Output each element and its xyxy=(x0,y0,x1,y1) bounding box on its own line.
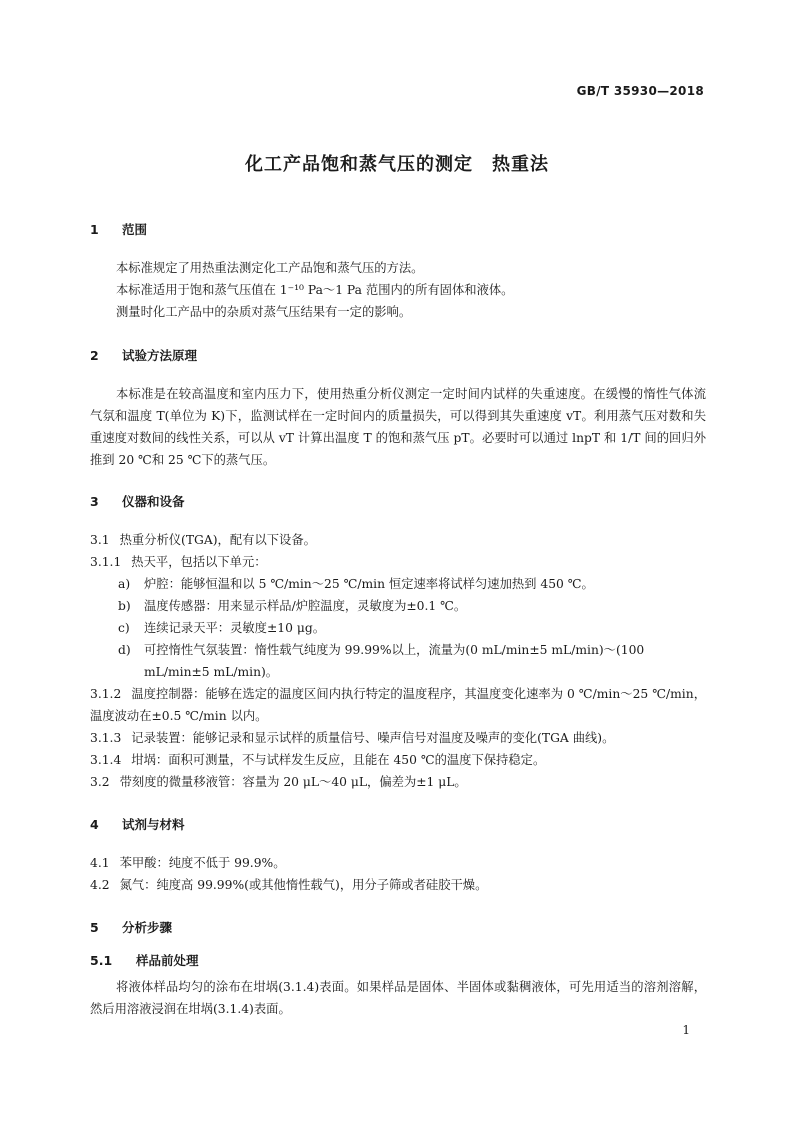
clause-number: 3.1.1 xyxy=(90,555,122,569)
clause-3-1-4 xyxy=(90,749,706,771)
clause-number: 5.1 xyxy=(90,953,113,968)
clause-3-1-1 xyxy=(90,551,706,573)
list-text: 可控惰性气氛装置：惰性载气纯度为 99.99%以上，流量为(0 mL/min±5 mL/min)～(100 mL/min±5 mL/min)。 xyxy=(144,643,645,679)
section-number: 4 xyxy=(90,817,99,832)
section-title: 试剂与材料 xyxy=(122,817,185,832)
list-item-c xyxy=(118,617,706,639)
clause-number: 3.2 xyxy=(90,775,110,789)
clause-4-1 xyxy=(90,852,706,874)
section-number: 3 xyxy=(90,494,99,509)
section-number: 1 xyxy=(90,222,99,237)
clause-number: 3.1.4 xyxy=(90,753,122,767)
section-title: 分析步骤 xyxy=(122,920,173,935)
list-marker: a) xyxy=(118,577,131,591)
document-title: 化工产品饱和蒸气压的测定 热重法 xyxy=(245,154,549,175)
clause-text: 带刻度的微量移液管：容量为 20 μL～40 μL，偏差为±1 μL。 xyxy=(119,775,467,789)
clause-number: 4.1 xyxy=(90,856,110,870)
section-title: 仪器和设备 xyxy=(122,494,185,509)
list-item-b xyxy=(118,595,706,617)
clause-3-1 xyxy=(90,529,706,551)
clause-3-1-2 xyxy=(90,683,706,727)
section-4-heading xyxy=(90,815,710,833)
list-marker: c) xyxy=(118,621,130,635)
standard-code: GB/T 35930—2018 xyxy=(576,84,704,98)
clause-title: 样品前处理 xyxy=(136,953,199,968)
clause-text: 热天平，包括以下单元： xyxy=(131,555,267,569)
section-2-heading xyxy=(90,346,710,364)
list-text: 温度传感器：用来显示样品/炉腔温度，灵敏度为±0.1 ℃。 xyxy=(144,599,467,613)
list-text: 连续记录天平：灵敏度±10 μg。 xyxy=(144,621,325,635)
section-title: 范围 xyxy=(122,222,148,237)
clause-text: 热重分析仪(TGA)，配有以下设备。 xyxy=(119,533,316,547)
list-item-d xyxy=(118,639,706,683)
list-marker: b) xyxy=(118,599,131,613)
section-1-paragraph-2: 本标准适用于饱和蒸气压值在 1⁻¹⁰ Pa～1 Pa 范围内的所有固体和液体。 xyxy=(116,283,514,297)
clause-number: 3.1.2 xyxy=(90,687,122,701)
section-title: 试验方法原理 xyxy=(122,348,198,363)
section-1-paragraph-3: 测量时化工产品中的杂质对蒸气压结果有一定的影响。 xyxy=(116,305,412,319)
clause-text: 坩埚：面积可测量，不与试样发生反应，且能在 450 ℃的温度下保持稳定。 xyxy=(131,753,546,767)
clause-text: 苯甲酸：纯度不低于 99.9%。 xyxy=(119,856,286,870)
page-number: 1 xyxy=(682,1023,690,1037)
section-5-heading xyxy=(90,918,710,936)
section-number: 2 xyxy=(90,348,99,363)
list-marker: d) xyxy=(118,643,131,657)
clause-text: 记录装置：能够记录和显示试样的质量信号、噪声信号对温度及噪声的变化(TGA 曲线)。 xyxy=(131,731,615,745)
list-item-a xyxy=(118,573,706,595)
clause-3-2 xyxy=(90,771,706,793)
section-2-paragraph: 本标准是在较高温度和室内压力下，使用热重分析仪测定一定时间内试样的失重速度。在缓慢的惰性气体流气氛和温度 T(单位为 K)下，监测试样在一定时间内的质量损失，可以得到其失重速度 vT。利用蒸气压对数和失重速度对数间的线性关系，可以从 vT 计算出温度 T 的饱和蒸气压 pT。必要时可以通过 lnpT 和 1/T 间的回归外推到 20 ℃和 25 ℃下的蒸气压。 xyxy=(90,387,706,467)
clause-4-2 xyxy=(90,874,706,896)
list-text: 炉腔：能够恒温和以 5 ℃/min～25 ℃/min 恒定速率将试样匀速加热到 450 ℃。 xyxy=(144,577,594,591)
clause-text: 温度控制器：能够在选定的温度区间内执行特定的温度程序，其温度变化速率为 0 ℃/min～25 ℃/min，温度波动在±0.5 ℃/min 以内。 xyxy=(90,687,706,723)
clause-3-1-3 xyxy=(90,727,706,749)
clause-number: 3.1 xyxy=(90,533,110,547)
clause-5-1-heading xyxy=(90,951,710,969)
clause-number: 4.2 xyxy=(90,878,110,892)
section-1-paragraph-1: 本标准规定了用热重法测定化工产品饱和蒸气压的方法。 xyxy=(116,261,424,275)
section-5-1-paragraph: 将液体样品均匀的涂布在坩埚(3.1.4)表面。如果样品是固体、半固体或黏稠液体，可先用适当的溶剂溶解，然后用溶液浸润在坩埚(3.1.4)表面。 xyxy=(90,980,706,1016)
section-3-heading xyxy=(90,492,710,510)
section-number: 5 xyxy=(90,920,99,935)
section-1-heading xyxy=(90,220,710,238)
clause-number: 3.1.3 xyxy=(90,731,122,745)
clause-text: 氮气：纯度高 99.99%(或其他惰性载气)，用分子筛或者硅胶干燥。 xyxy=(119,878,488,892)
